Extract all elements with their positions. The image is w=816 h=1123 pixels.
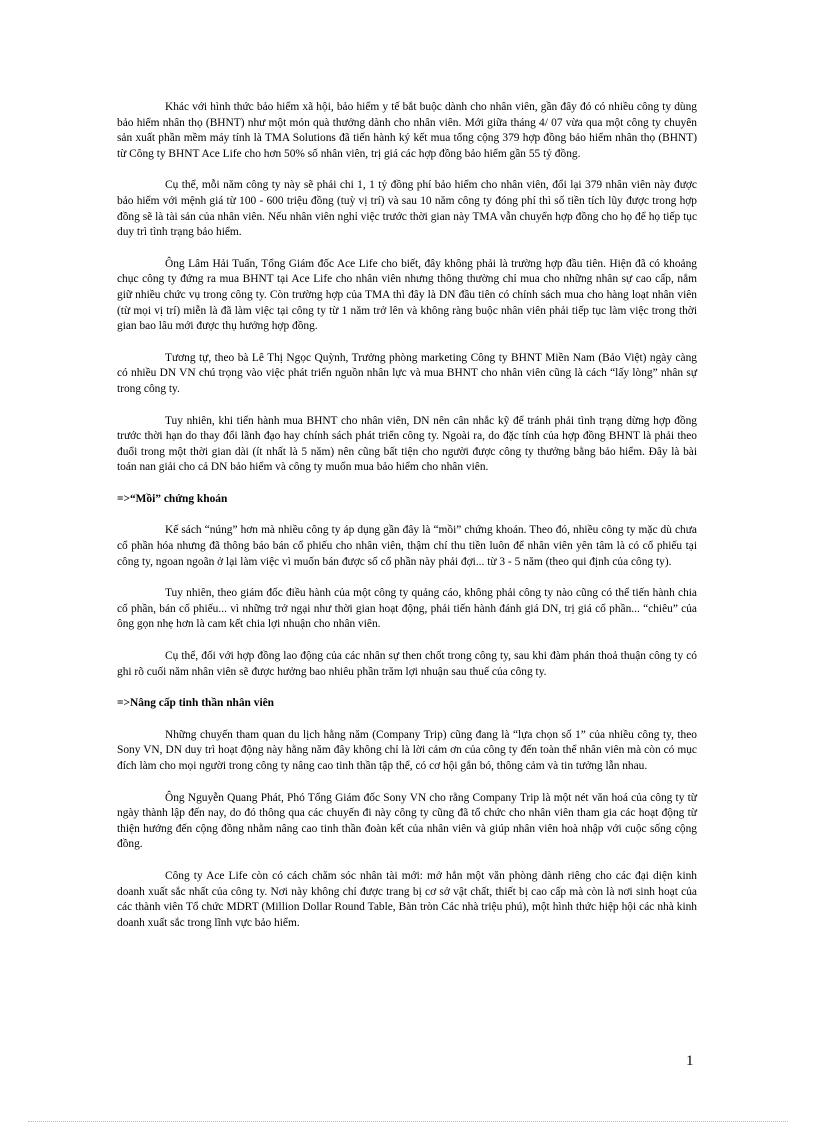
heading-stock-bait: =>“Mồi” chứng khoán (117, 492, 228, 505)
paragraph-stock-strategy: Kế sách “núng” hơn mà nhiều công ty áp dụng gần đây là “mồi” chứng khoán. Theo đó, nhiều công ty mặc dù chưa cổ phần hóa nhưng đã thông báo bán cổ phiếu cho nhân viên, thậm chí thu tiền luôn để nhân viên yên tâm là có cổ phiếu tại công ty, ngoan ngoãn ở lại làm việc vì muốn bán được số cổ phần này phải đợi... từ 3 - 5 năm (theo qui định của công ty). (117, 524, 697, 568)
paragraph-ace-life-office: Công ty Ace Life còn có cách chăm sóc nhân tài mới: mở hẳn một văn phòng dành riêng cho các đại diện kinh doanh xuất sắc nhất của công ty. Nơi này không chỉ được trang bị cơ sở vật chất, thiết bị cao cấp mà còn là nơi sinh hoạt của các thành viên Tổ chức MDRT (Million Dollar Round Table, Bàn tròn Các nhà triệu phú), một hình thức hiệp hội các nhà kinh doanh xuất sắc trong lĩnh vực bảo hiểm. (117, 869, 697, 929)
page-number: 1 (686, 1053, 694, 1069)
paragraph-annual-premium: Cụ thể, mỗi năm công ty này sẽ phải chi 1, 1 tỷ đồng phí bảo hiểm cho nhân viên, đổi lại 379 nhân viên này được bảo hiểm với mệnh giá từ 100 - 600 triệu đồng (tuỳ vị trí) và sau 10 năm công ty đóng phí thì số tiền tích lũy được trong hợp đồng sẽ là tài sản của nhân viên. Nếu nhân viên nghỉ việc trước thời gian này TMA vẫn chuyển hợp đồng cho họ để họ tiếp tục duy trì tình trạng bảo hiểm. (117, 179, 697, 239)
paragraph-ace-life-director: Ông Lâm Hải Tuấn, Tổng Giám đốc Ace Life cho biết, đây không phải là trường hợp đầu tiên. Hiện đã có khoảng chục công ty đứng ra mua BHNT tại Ace Life cho nhân viên nhưng thông thường chỉ mua cho những nhân sự cao cấp, nắm giữ nhiều chức vụ trong công ty. Còn trường hợp của TMA thì đây là DN đầu tiên có chính sách mua cho hàng loạt nhân viên (từ mọi vị trí) miễn là đã làm việc tại công ty từ 1 năm trở lên và không ràng buộc nhân viên phải tiếp tục làm việc trong thời gian bao lâu mới được thụ hưởng hợp đồng. (117, 257, 697, 333)
paragraph-caution: Tuy nhiên, khi tiến hành mua BHNT cho nhân viên, DN nên cân nhắc kỹ để tránh phải tình trạng dừng hợp đồng trước thời hạn do thay đổi lãnh đạo hay chính sách phát triển công ty. Ngoài ra, do đặc tính của hợp đồng BHNT là phải theo đuổi trong một thời gian dài (ít nhất là 5 năm) nên cũng bất tiện cho người được công ty thưởng bằng bảo hiểm. Đây là bài toán nan giải cho cả DN bảo hiểm và công ty muốn mua bảo hiểm cho nhân viên. (117, 414, 697, 474)
document-body (117, 100, 697, 947)
footer-divider (28, 1121, 788, 1122)
paragraph-company-trip: Những chuyến tham quan du lịch hằng năm (Company Trip) cũng đang là “lựa chọn số 1” của nhiều công ty, theo Sony VN, DN duy trì hoạt động này hằng năm đây không chỉ là lời cảm ơn của công ty đến toàn thể nhân viên mà còn có mục đích làm cho mọi người trong công ty nâng cao tinh thần tập thể, có cơ hội gắn bó, thông cảm và tin tưởng lẫn nhau. (117, 728, 697, 772)
paragraph-profit-sharing: Tuy nhiên, theo giám đốc điều hành của một công ty quảng cáo, không phải công ty nào cũng có thể tiến hành chia cổ phần, bán cổ phiếu... vì những trở ngại như thời gian hoạt động, phải tiến hành đánh giá DN, trị giá cổ phần... “chiêu” của ông gọn nhẹ hơn là cam kết chia lợi nhuận cho nhân viên. (117, 587, 697, 631)
paragraph-tma-insurance: Khác với hình thức bảo hiểm xã hội, bảo hiểm y tế bắt buộc dành cho nhân viên, gần đây đó có nhiều công ty dùng bảo hiểm nhân thọ (BHNT) như một món quà thưởng dành cho nhân viên. Mới giữa tháng 4/ 07 vừa qua một công ty chuyên sản xuất phần mềm máy tính là TMA Solutions đã tiến hành ký kết mua tổng cộng 379 hợp đồng bảo hiểm nhân thọ (BHNT) từ Công ty BHNT Ace Life cho hơn 50% số nhân viên, trị giá các hợp đồng bảo hiểm gần 55 tỷ đồng. (117, 101, 697, 160)
paragraph-bao-viet: Tương tự, theo bà Lê Thị Ngọc Quỳnh, Trưởng phòng marketing Công ty BHNT Miền Nam (Bảo Việt) ngày càng có nhiều DN VN chú trọng vào việc phát triển nguồn nhân lực và mua BHNT cho nhân viên cũng là cách “lấy lòng” nhân sự trong công ty. (117, 351, 697, 395)
paragraph-labor-contract: Cụ thể, đối với hợp đồng lao động của các nhân sự then chốt trong công ty, sau khi đàm phán thoả thuận công ty có ghi rõ cuối năm nhân viên sẽ được hưởng bao nhiêu phần trăm lợi nhuận sau thuế của công ty. (117, 650, 697, 678)
paragraph-sony-vp: Ông Nguyễn Quang Phát, Phó Tổng Giám đốc Sony VN cho rằng Company Trip là một nét văn hoá của công ty từ ngày thành lập đến nay, do đó thông qua các chuyến đi này công ty cũng đã tổ chức cho nhân viên tham gia các hoạt động từ thiện hướng đến cộng đồng nhằm nâng cao tinh thần đoàn kết của nhân viên và giúp nhân viên hoà nhập với cuộc sống cộng đồng. (117, 791, 697, 851)
heading-staff-morale: =>Nâng cấp tinh thần nhân viên (117, 697, 274, 710)
